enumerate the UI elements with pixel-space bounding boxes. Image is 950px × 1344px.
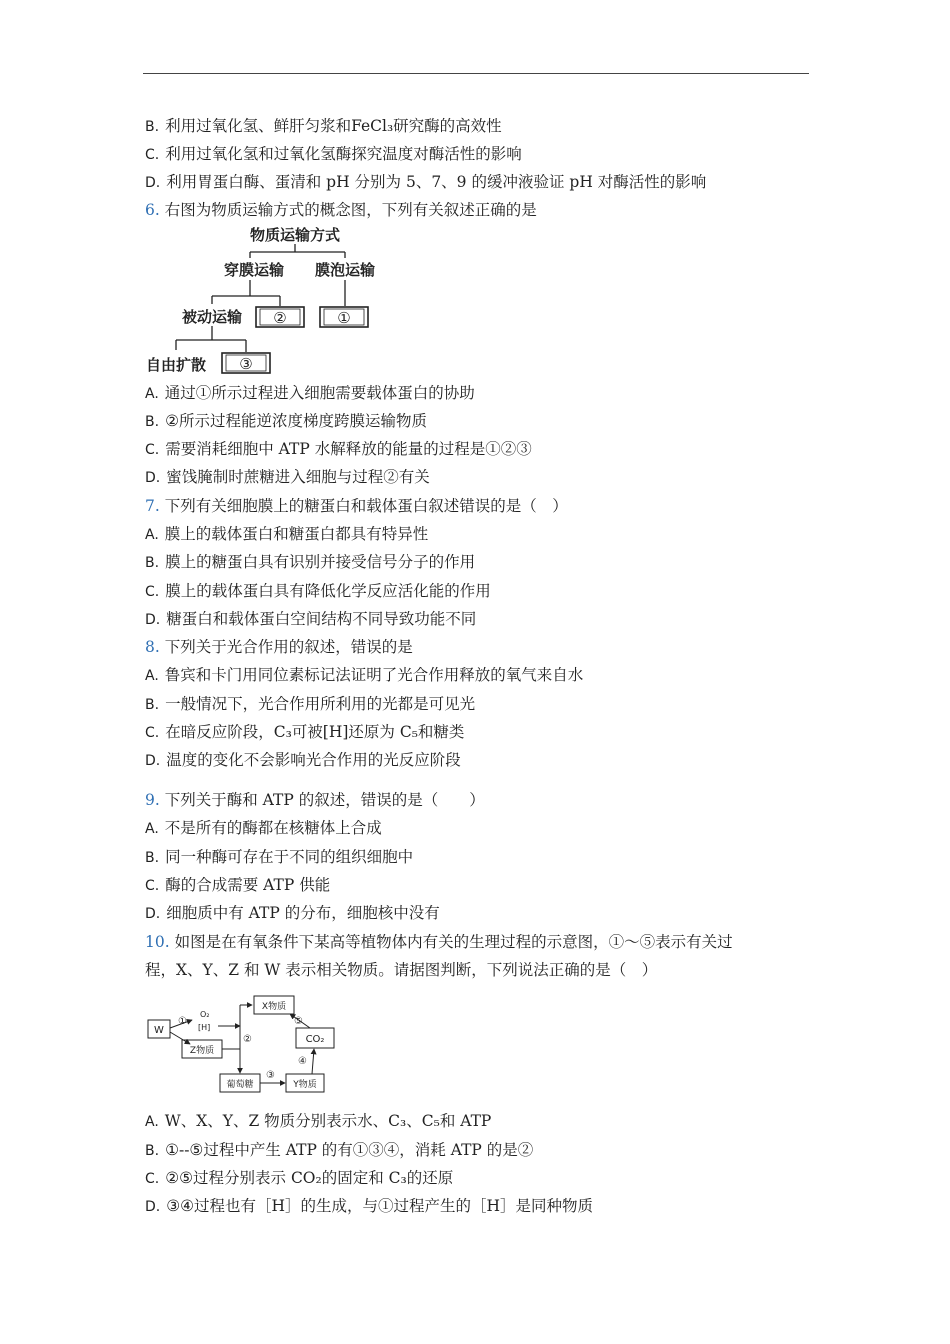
diagram-o2-label: O₂ bbox=[200, 1010, 210, 1019]
q6-option-b: B. ②所示过程能逆浓度梯度跨膜运输物质 bbox=[145, 412, 427, 430]
q7-option-a: A. 膜上的载体蛋白和糖蛋白都具有特异性 bbox=[145, 525, 429, 543]
diagram-h-label: [H] bbox=[198, 1023, 211, 1032]
q7-option-c: C. 膜上的载体蛋白具有降低化学反应活化能的作用 bbox=[145, 582, 491, 600]
header-rule bbox=[143, 73, 809, 74]
diagram-root-label: 物质运输方式 bbox=[249, 226, 341, 244]
q10-option-d: D. ③④过程也有［H］的生成，与①过程产生的［H］是同种物质 bbox=[145, 1197, 594, 1215]
diagram-box-2: ② bbox=[273, 309, 287, 327]
diagram-co2-label: CO₂ bbox=[305, 1034, 325, 1045]
q7-option-d: D. 糖蛋白和载体蛋白空间结构不同导致功能不同 bbox=[145, 610, 477, 628]
q10-stem-line-1: 10. 如图是在有氧条件下某高等植物体内有关的生理过程的示意图，①～⑤表示有关过 bbox=[145, 933, 733, 951]
q9-option-c: C. 酶的合成需要 ATP 供能 bbox=[145, 876, 331, 894]
diagram-free-diffusion-label: 自由扩散 bbox=[145, 356, 207, 374]
q10-option-a: A. W、X、Y、Z 物质分别表示水、C₃、C₅和 ATP bbox=[145, 1112, 492, 1130]
q6-option-a: A. 通过①所示过程进入细胞需要载体蛋白的协助 bbox=[145, 384, 475, 402]
diagram-vesicle-label: 膜泡运输 bbox=[314, 261, 376, 279]
diagram-y-label: Y物质 bbox=[293, 1080, 317, 1090]
q8-option-c: C. 在暗反应阶段，C₃可被[H]还原为 C₅和糖类 bbox=[145, 723, 465, 741]
q9-option-b: B. 同一种酶可存在于不同的组织细胞中 bbox=[145, 848, 414, 866]
q5-option-c: C. 利用过氧化氢和过氧化氢酶探究温度对酶活性的影响 bbox=[145, 145, 522, 163]
q5-option-d: D. 利用胃蛋白酶、蛋清和 pH 分别为 5、7、9 的缓冲液验证 pH 对酶活性的影响 bbox=[145, 173, 707, 191]
q8-option-a: A. 鲁宾和卡门用同位素标记法证明了光合作用释放的氧气来自水 bbox=[145, 666, 584, 684]
q10-stem-line-2: 程，X、Y、Z 和 W 表示相关物质。请据图判断，下列说法正确的是（ ） bbox=[145, 961, 658, 979]
q8-option-b: B. 一般情况下，光合作用所利用的光都是可见光 bbox=[145, 695, 476, 713]
q10-option-c: C. ②⑤过程分别表示 CO₂的固定和 C₃的还原 bbox=[145, 1169, 454, 1187]
diagram-step-1: ① bbox=[178, 1016, 187, 1027]
q9-option-d: D. 细胞质中有 ATP 的分布，细胞核中没有 bbox=[145, 904, 440, 922]
q6-option-c: C. 需要消耗细胞中 ATP 水解释放的能量的过程是①②③ bbox=[145, 440, 532, 458]
q7-option-b: B. 膜上的糖蛋白具有识别并接受信号分子的作用 bbox=[145, 553, 476, 571]
diagram-box-3: ③ bbox=[239, 355, 253, 373]
diagram-box-1: ① bbox=[337, 309, 351, 327]
q10-process-diagram bbox=[140, 992, 350, 1098]
diagram-w-label: W bbox=[154, 1025, 164, 1036]
q6-option-d: D. 蜜饯腌制时蔗糖进入细胞与过程②有关 bbox=[145, 468, 430, 486]
q8-option-d: D. 温度的变化不会影响光合作用的光反应阶段 bbox=[145, 751, 461, 769]
q6-stem: 6. 右图为物质运输方式的概念图，下列有关叙述正确的是 bbox=[145, 201, 537, 219]
diagram-step-4: ④ bbox=[298, 1056, 307, 1067]
diagram-trans-membrane-label: 穿膜运输 bbox=[223, 261, 285, 279]
q9-stem: 9. 下列关于酶和 ATP 的叙述，错误的是（ ） bbox=[145, 791, 485, 809]
diagram-step-3: ③ bbox=[266, 1070, 275, 1081]
diagram-z-label: Z物质 bbox=[189, 1046, 215, 1056]
q6-concept-diagram bbox=[140, 222, 390, 380]
q5-option-b: B. 利用过氧化氢、鲜肝匀浆和FeCl₃研究酶的高效性 bbox=[145, 117, 502, 135]
diagram-step-2: ② bbox=[243, 1034, 252, 1045]
q10-option-b: B. ①--⑤过程中产生 ATP 的有①③④，消耗 ATP 的是② bbox=[145, 1141, 534, 1159]
diagram-glucose-label: 葡萄糖 bbox=[226, 1080, 254, 1090]
q8-stem: 8. 下列关于光合作用的叙述，错误的是 bbox=[145, 638, 413, 656]
q7-stem: 7. 下列有关细胞膜上的糖蛋白和载体蛋白叙述错误的是（ ） bbox=[145, 497, 568, 515]
diagram-step-5: ⑤ bbox=[294, 1016, 303, 1027]
diagram-passive-label: 被动运输 bbox=[181, 308, 243, 326]
q9-option-a: A. 不是所有的酶都在核糖体上合成 bbox=[145, 819, 382, 837]
diagram-x-label: X物质 bbox=[261, 1002, 287, 1012]
